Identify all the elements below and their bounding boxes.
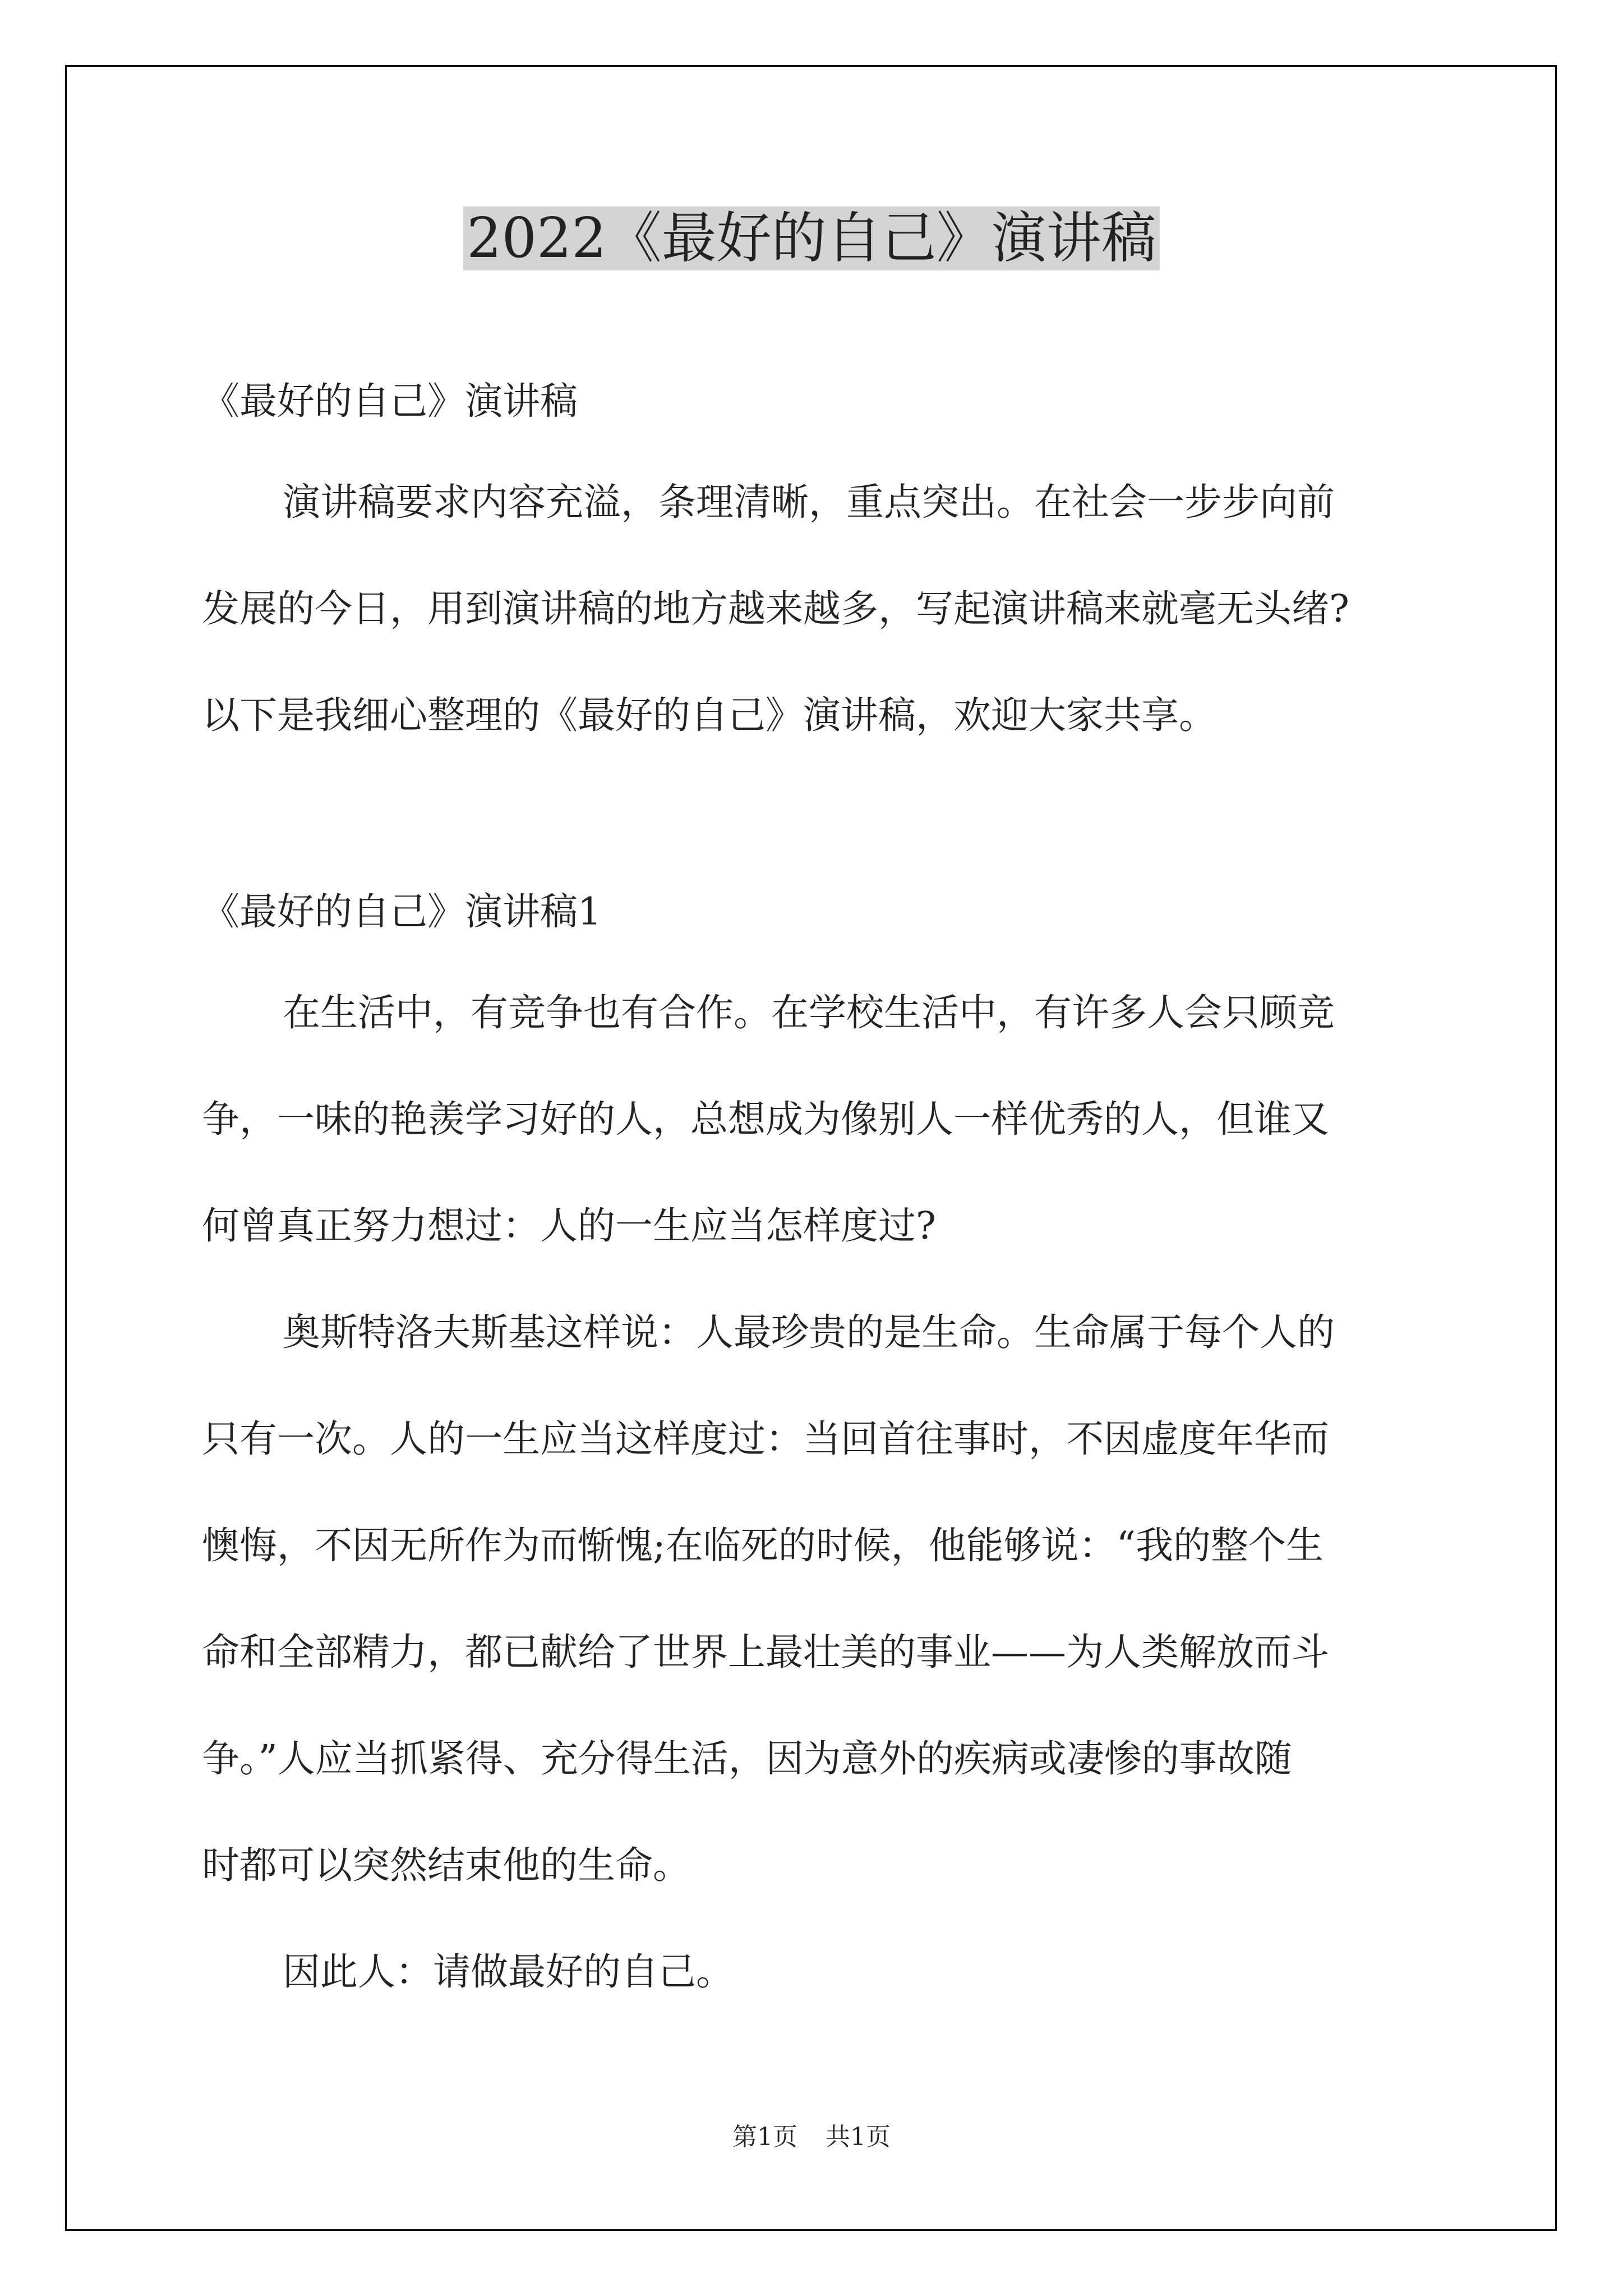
section-heading-line: 《最好的自己》演讲稿1 [202,890,602,933]
paragraph-conclusion [202,1918,1436,2025]
section-heading [202,858,1436,965]
paragraph-line: 懊悔，不因无所作为而惭愧;在临死的时候，他能够说：“我的整个生 [202,1524,1324,1567]
paragraph-line: 争。”人应当抓紧得、充分得生活，因为意外的疾病或凄惨的事故随 [202,1737,1292,1780]
subtitle-line: 《最好的自己》演讲稿 [202,379,578,423]
page-number: 第1页 [732,2123,797,2151]
paragraph-line: 奥斯特洛夫斯基这样说：人最珍贵的是生命。生命属于每个人的 [283,1310,1335,1354]
paragraph-line: 何曾真正努力想过：人的一生应当怎样度过? [202,1204,936,1248]
document-subtitle [202,348,1436,454]
document-title-text: 2022《最好的自己》演讲稿 [463,206,1159,270]
intro-paragraph [202,449,1436,769]
paragraph-line: 演讲稿要求内容充溢，条理清晰，重点突出。在社会一步步向前 [283,480,1335,524]
document-title [0,196,1623,280]
paragraph-line: 因此人：请做最好的自己。 [283,1950,734,1994]
paragraph-line: 只有一次。人的一生应当这样度过：当回首往事时，不因虚度年华而 [202,1417,1329,1461]
paragraph-line: 时都可以突然结束他的生命。 [202,1843,690,1887]
paragraph-competition [202,959,1436,1279]
page-count: 共1页 [826,2123,891,2151]
paragraph-line: 发展的今日，用到演讲稿的地方越来越多，写起演讲稿来就毫无头绪? [202,587,1349,631]
paragraph-line: 以下是我细心整理的《最好的自己》演讲稿，欢迎大家共享。 [202,693,1216,737]
page-footer [0,2120,1623,2154]
paragraph-line: 命和全部精力，都已献给了世界上最壮美的事业——为人类解放而斗 [202,1630,1329,1674]
paragraph-line: 争，一味的艳羡学习好的人，总想成为像别人一样优秀的人，但谁又 [202,1097,1329,1141]
paragraph-ostrovsky [202,1279,1436,1918]
paragraph-line: 在生活中，有竞争也有合作。在学校生活中，有许多人会只顾竞 [283,991,1335,1034]
